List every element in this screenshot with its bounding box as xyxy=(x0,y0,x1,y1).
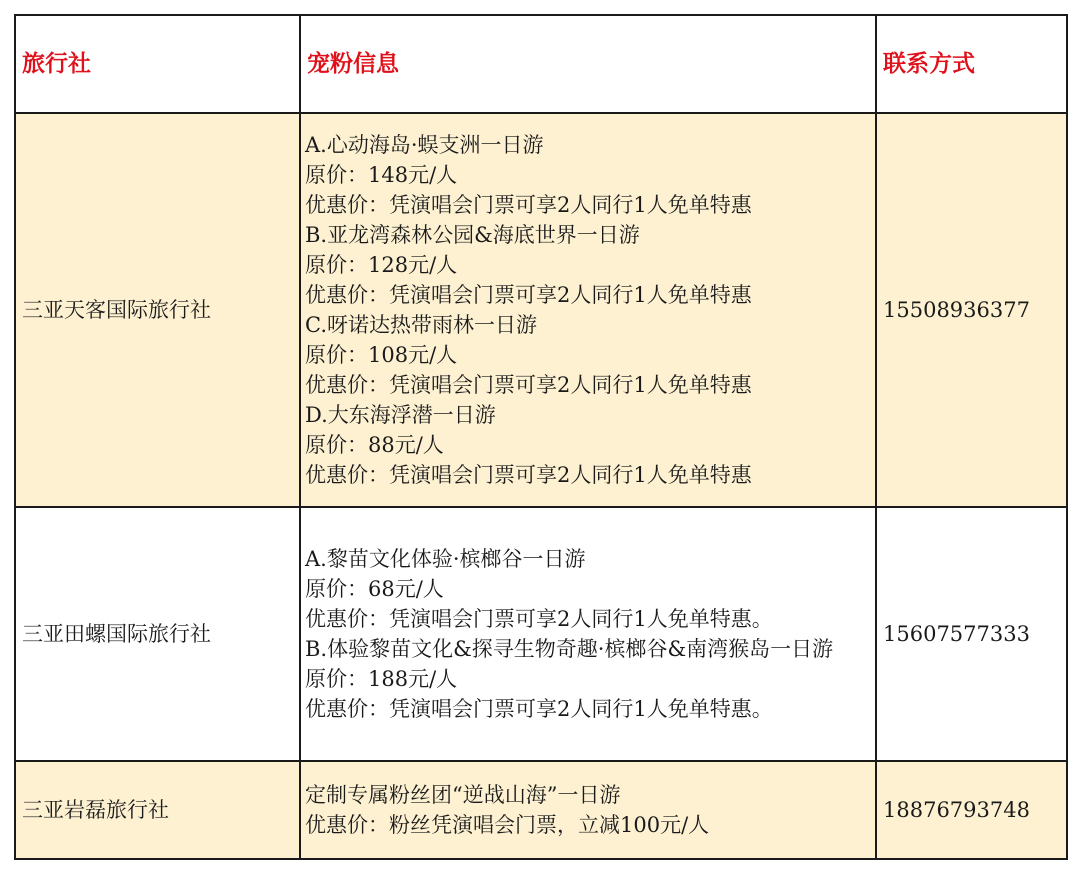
offer-line: 原价：128元/人 xyxy=(305,253,458,277)
offer-info xyxy=(300,113,876,507)
offer-line: A.心动海岛·蜈支洲一日游 xyxy=(305,133,544,157)
offer-line: 优惠价：凭演唱会门票可享2人同行1人免单特惠 xyxy=(305,463,752,487)
offer-line: A.黎苗文化体验·槟榔谷一日游 xyxy=(305,547,586,571)
offer-line: 原价：108元/人 xyxy=(305,343,458,367)
table-row xyxy=(15,507,1067,761)
offer-line: 定制专属粉丝团“逆战山海”一日游 xyxy=(305,783,621,807)
table-row xyxy=(15,761,1067,859)
header-info: 宠粉信息 xyxy=(300,15,876,113)
agency-name: 三亚田螺国际旅行社 xyxy=(15,507,300,761)
offer-line: B.体验黎苗文化&探寻生物奇趣·槟榔谷&南湾猴岛一日游 xyxy=(305,637,834,661)
offer-line: D.大东海浮潜一日游 xyxy=(305,403,496,427)
offer-line: 优惠价：凭演唱会门票可享2人同行1人免单特惠。 xyxy=(305,607,773,631)
table-header-row xyxy=(15,15,1067,113)
offer-line: 优惠价：粉丝凭演唱会门票，立减100元/人 xyxy=(305,813,710,837)
contact-phone: 15508936377 xyxy=(876,113,1067,507)
header-contact: 联系方式 xyxy=(876,15,1067,113)
offer-line: B.亚龙湾森林公园&海底世界一日游 xyxy=(305,223,640,247)
offer-line: 原价：188元/人 xyxy=(305,667,458,691)
offer-info xyxy=(300,761,876,859)
offer-line: 优惠价：凭演唱会门票可享2人同行1人免单特惠 xyxy=(305,373,752,397)
offer-line: 原价：148元/人 xyxy=(305,163,458,187)
offer-line: C.呀诺达热带雨林一日游 xyxy=(305,313,537,337)
contact-phone: 15607577333 xyxy=(876,507,1067,761)
offer-line: 原价：68元/人 xyxy=(305,577,444,601)
offer-line: 优惠价：凭演唱会门票可享2人同行1人免单特惠 xyxy=(305,283,752,307)
offer-line: 优惠价：凭演唱会门票可享2人同行1人免单特惠 xyxy=(305,193,752,217)
travel-agency-table xyxy=(14,14,1068,860)
agency-name: 三亚天客国际旅行社 xyxy=(15,113,300,507)
offer-info xyxy=(300,507,876,761)
agency-name: 三亚岩磊旅行社 xyxy=(15,761,300,859)
offer-line: 原价：88元/人 xyxy=(305,433,444,457)
table-row xyxy=(15,113,1067,507)
offer-line: 优惠价：凭演唱会门票可享2人同行1人免单特惠。 xyxy=(305,697,773,721)
header-agency: 旅行社 xyxy=(15,15,300,113)
contact-phone: 18876793748 xyxy=(876,761,1067,859)
